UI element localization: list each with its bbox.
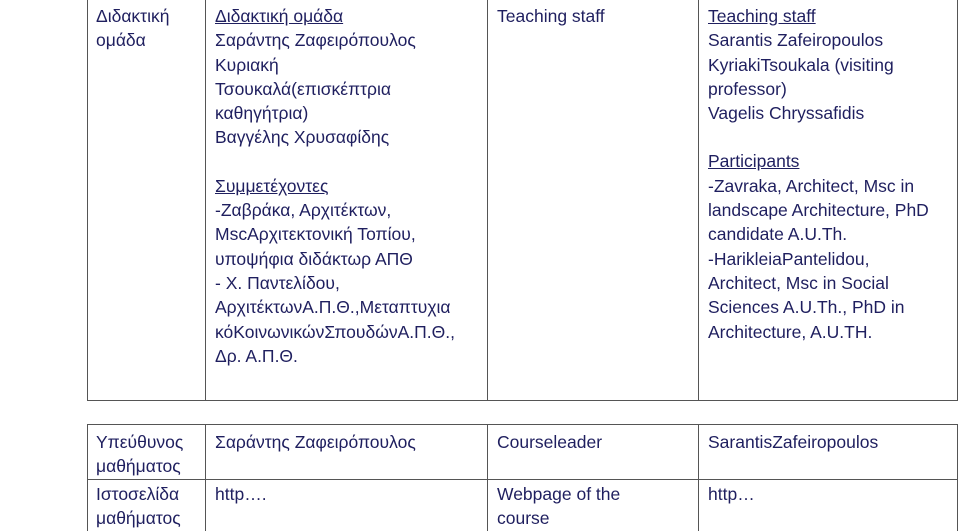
participant-line: landscape Architecture, PhD bbox=[708, 200, 929, 221]
label-course-website-el: Ιστοσελίδα μαθήματος bbox=[96, 484, 181, 529]
course-leader-en: SarantisZafeiropoulos bbox=[708, 432, 879, 452]
course-website-link-en[interactable]: http… bbox=[708, 484, 755, 504]
table-border bbox=[205, 0, 206, 401]
participants-heading: Συμμετέχοντες bbox=[215, 175, 329, 196]
teaching-team-el bbox=[215, 4, 455, 368]
table-border bbox=[87, 424, 958, 425]
staff-line: Sarantis Zafeiropoulos bbox=[708, 30, 884, 51]
table-border bbox=[487, 0, 488, 401]
table-border bbox=[205, 424, 206, 531]
course-leader-el: Σαράντης Ζαφειρόπουλος bbox=[215, 432, 416, 452]
table-border bbox=[87, 0, 88, 401]
participant-line: candidate A.U.Th. bbox=[708, 224, 848, 245]
staff-line: καθηγήτρια) bbox=[215, 103, 309, 124]
participants-heading: Participants bbox=[708, 151, 800, 172]
participant-line: Architect, Msc in Social bbox=[708, 272, 889, 293]
table-border bbox=[87, 424, 88, 531]
staff-line: professor) bbox=[708, 78, 787, 99]
staff-line: Τσουκαλά(επισκέπτρια bbox=[215, 78, 392, 99]
participant-line: Δρ. Α.Π.Θ. bbox=[215, 345, 298, 366]
label-teaching-team-el: Διδακτική ομάδα bbox=[96, 6, 170, 51]
participant-line: ΑρχιτέκτωνΑ.Π.Θ.,Μεταπτυχια bbox=[215, 297, 451, 318]
staff-line: Κυριακή bbox=[215, 54, 279, 75]
teaching-staff-heading: Teaching staff bbox=[708, 6, 816, 26]
table-border bbox=[957, 424, 958, 531]
participant-line: Sciences A.U.Th., PhD in bbox=[708, 297, 905, 318]
staff-line: Βαγγέλης Χρυσαφίδης bbox=[215, 127, 390, 148]
participant-line: Architecture, A.U.TH. bbox=[708, 321, 873, 342]
participant-line: -Zavraka, Architect, Msc in bbox=[708, 175, 915, 196]
participant-line: -Ζαβράκα, Αρχιτέκτων, bbox=[215, 200, 392, 221]
table-border bbox=[698, 0, 699, 401]
participant-line: - Χ. Παντελίδου, bbox=[215, 272, 340, 293]
label-teaching-staff-en: Teaching staff bbox=[497, 6, 605, 26]
staff-line: Vagelis Chryssafidis bbox=[708, 103, 865, 124]
table-border bbox=[87, 400, 958, 401]
label-course-leader-el: Υπεύθυνος μαθήματος bbox=[96, 432, 184, 477]
staff-line: KyriakiTsoukala (visiting bbox=[708, 54, 894, 75]
label-course-leader-en: Courseleader bbox=[497, 432, 603, 452]
table-border bbox=[487, 424, 488, 531]
participant-line: υποψήφια διδάκτωρ ΑΠΘ bbox=[215, 248, 413, 269]
teaching-staff-en bbox=[708, 4, 929, 344]
participant-line: MscΑρχιτεκτονική Τοπίου, bbox=[215, 224, 416, 245]
teaching-team-heading: Διδακτική ομάδα bbox=[215, 6, 344, 26]
table-border bbox=[698, 424, 699, 531]
course-website-link-el[interactable]: http…. bbox=[215, 484, 267, 504]
table-border bbox=[957, 0, 958, 401]
staff-line: Σαράντης Ζαφειρόπουλος bbox=[215, 30, 416, 51]
participant-line: κόΚοινωνικώνΣπουδώνΑ.Π.Θ., bbox=[215, 321, 455, 342]
table-border bbox=[87, 479, 958, 480]
label-course-webpage-en: Webpage of the course bbox=[497, 484, 621, 529]
participant-line: -HarikleiaPantelidou, bbox=[708, 248, 870, 269]
